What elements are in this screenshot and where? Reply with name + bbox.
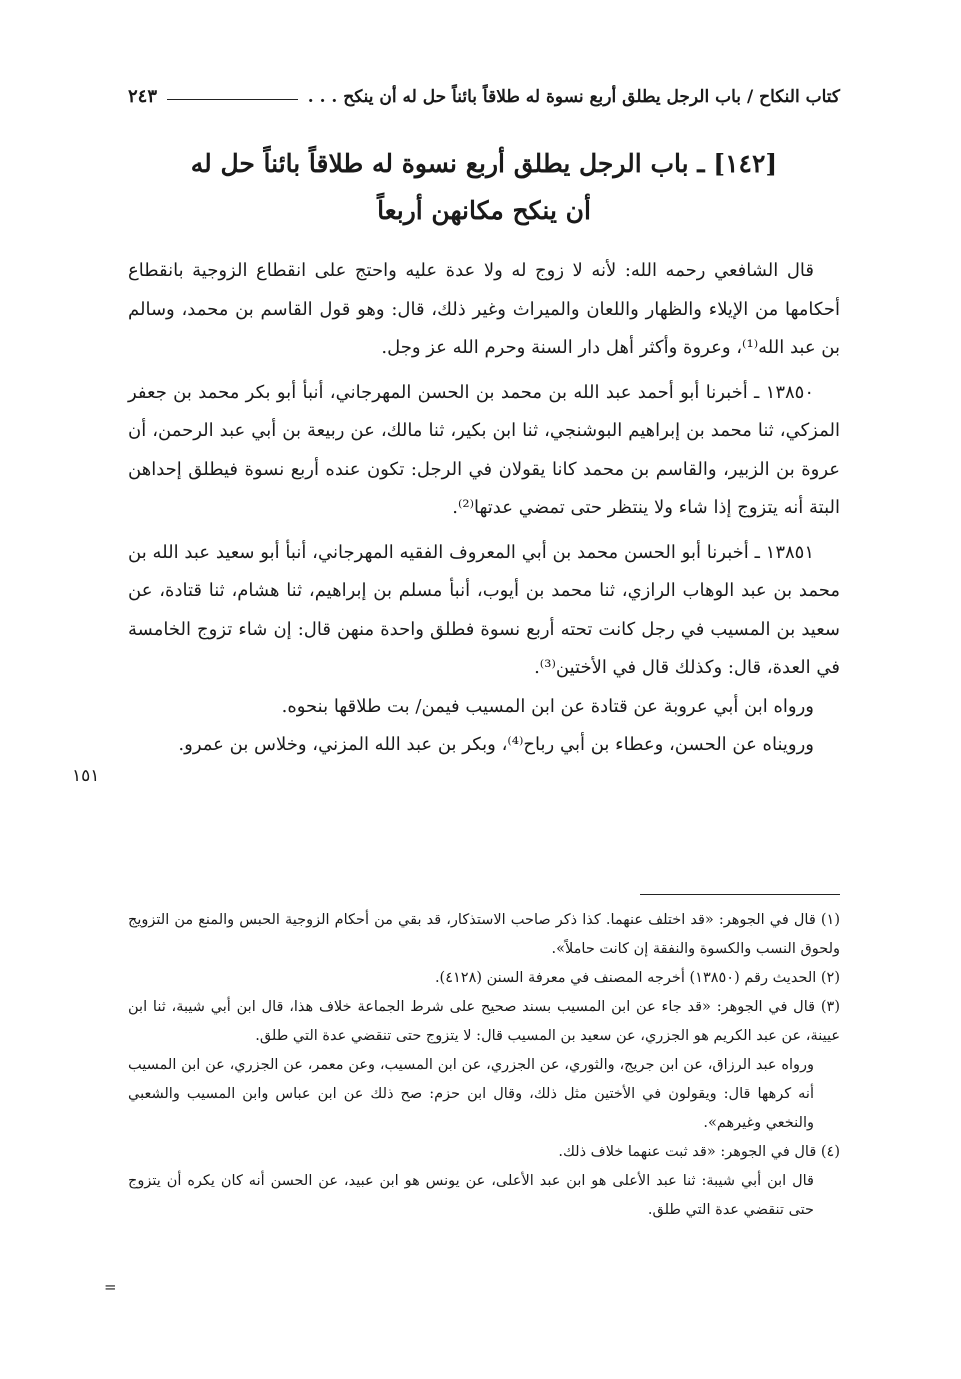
footnotes bbox=[128, 906, 840, 1225]
paragraph-shafii: قال الشافعي رحمه الله: لأنه لا زوج له ولا عدة عليه واحتج على انقطاع الزوجية بانقطاع أحكامها من الإيلاء والظهار واللعان والميراث وغير ذلك، قال: وهو قول القاسم بن محمد، وسالم بن عبد الله⁽¹⁾، وعروة وأكثر أهل دار السنة وحرم الله عز وجل. bbox=[128, 260, 840, 358]
running-title: كتاب النكاح / باب الرجل يطلق أربع نسوة له طلاقاً بائناً حل له أن ينكح . . . bbox=[307, 86, 840, 107]
chapter-title bbox=[128, 140, 840, 234]
running-header bbox=[128, 86, 840, 107]
paragraph-hadith-13851: ١٣٨٥١ ـ أخبرنا أبو الحسن محمد بن أبي المعروف الفقيه المهرجاني، أنبأ أبو سعيد عبد الله بن محمد بن عبد الوهاب الرازي، ثنا محمد بن أيوب، أنبأ مسلم بن إبراهيم، ثنا هشام، ثنا قتادة، عن سعيد بن المسيب في رجل كانت تحته أربع نسوة فطلق واحدة منهن قال: إن شاء تزوج الخامسة في العدة، قال: وكذلك قال في الأختين⁽³⁾. bbox=[128, 541, 840, 678]
paragraph-ibn-abi-aruba: ورواه ابن أبي عروبة عن قتادة عن ابن المسيب فيمن/ بت طلاقها بنحوه. bbox=[281, 695, 814, 717]
footnote-4: (٤) قال في الجوهر: «قد ثبت عنهما خلاف ذلك. bbox=[558, 1144, 840, 1160]
footnote-3: (٣) قال في الجوهر: «قد جاء عن ابن المسيب بسند صحيح على شرط الجماعة خلاف هذا، قال ابن أبي شيبة، ثنا ابن عيينة، عن عبد الكريم هو الجزري، عن سعيد بن المسيب قال: لا يتزوج حتى تنقضي عدة التي طلق. bbox=[128, 999, 840, 1044]
manuscript-page-number: ١٥١ bbox=[72, 766, 100, 786]
paragraph-rawaynahu: ورويناه عن الحسن، وعطاء بن أبي رباح⁽⁴⁾، وبكر بن عبد الله المزني، وخلاس بن عمرو. bbox=[178, 734, 814, 755]
chapter-title-line-2: أن ينكح مكانهن أربعاً bbox=[377, 196, 591, 225]
page-number: ٢٤٣ bbox=[128, 86, 158, 107]
footnote-2: (٢) الحديث رقم (١٣٨٥٠) أخرجه المصنف في معرفة السنن (٤١٢٨). bbox=[434, 970, 840, 986]
footnote-separator bbox=[640, 894, 840, 895]
footnote-1: (١) قال في الجوهر: «قد اختلف عنهما. كذا ذكر صاحب الاستذكار، قد بقي من أحكام الزوجية الحبس والمنع من التزويج ولحوق النسب والكسوة والنفقة إن كانت حاملاً». bbox=[128, 912, 840, 957]
continuation-mark: = bbox=[104, 1278, 117, 1296]
paragraph-hadith-13850: ١٣٨٥٠ ـ أخبرنا أبو أحمد عبد الله بن محمد بن الحسن المهرجاني، أنبأ أبو بكر محمد بن جعفر المزكي، ثنا محمد بن إبراهيم البوشنجي، ثنا ابن بكير، ثنا مالك، عن ربيعة بن أبي عبد الرحمن، أن عروة بن الزبير، والقاسم بن محمد كانا يقولان في الرجل: تكون عنده أربع نسوة فيطلق إحداهن البتة أنه يتزوج إذا شاء ولا ينتظر حتى تمضي عدتها⁽²⁾. bbox=[128, 381, 840, 518]
chapter-title-line-1: [١٤٢] ـ باب الرجل يطلق أربع نسوة له طلاقاً بائناً حل له bbox=[190, 149, 778, 178]
header-rule bbox=[167, 99, 298, 100]
footnote-4-continued: قال ابن أبي شيبة: ثنا عبد الأعلى هو ابن عبد الأعلى، عن يونس هو ابن عبيد، عن الحسن أنه كان يكره أن يتزوج حتى تنقضي عدة التي طلق. bbox=[128, 1173, 814, 1218]
footnote-3-continued: ورواه عبد الرزاق، عن ابن جريج، والثوري، عن الجزري، عن ابن المسيب، وعن معمر، عن الجزري، عن ابن المسيب أنه كرهها قال: ويقولون في الأختين مثل ذلك، وقال ابن حزم: صح ذلك عن ابن عباس وابن المسيب والشعبي والنخعي وغيرهم». bbox=[128, 1057, 814, 1131]
main-text bbox=[128, 252, 840, 765]
